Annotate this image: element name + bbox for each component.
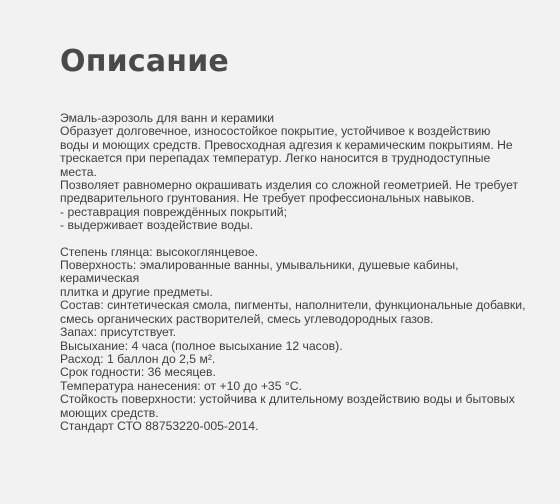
spec-line: Стандарт СТО 88753220-005-2014. (60, 418, 259, 433)
page-title: Описание (60, 44, 229, 79)
paragraph-gap (60, 233, 530, 246)
intro-line: предварительного грунтования. Не требует профессиональных навыков. (60, 191, 475, 206)
feature-bullet: - выдерживает воздействие воды. (60, 218, 253, 233)
spec-line: моющих средств. (60, 405, 159, 420)
spec-line: Запах: присутствует. (60, 325, 177, 340)
feature-bullet: - реставрация повреждённых покрытий; (60, 204, 287, 219)
spec-line: Расход: 1 баллон до 2,5 м². (60, 351, 216, 366)
spec-line: Стойкость поверхности: устойчива к длительному воздействию воды и бытовых (60, 392, 515, 407)
spec-line: Степень глянца: высокоглянцевое. (60, 244, 259, 259)
spec-line: Высыхание: 4 часа (полное высыхание 12 часов). (60, 338, 343, 353)
spec-line: Поверхность: эмалированные ванны, умывальники, душевые кабины, керамическая (60, 258, 459, 286)
intro-line: воды и моющих средств. Превосходная адгезия к керамическим покрытиям. Не (60, 137, 513, 152)
spec-line: смесь органических растворителей, смесь углеводородных газов. (60, 311, 434, 326)
spec-line: плитка и другие предметы. (60, 284, 213, 299)
spec-line: Температура нанесения: от +10 до +35 °С. (60, 378, 302, 393)
description-body (60, 112, 530, 433)
intro-line: трескается при перепадах температур. Легко наносится в труднодоступные места. (60, 151, 491, 179)
intro-line: Позволяет равномерно окрашивать изделия со сложной геометрией. Не требует (60, 178, 519, 193)
spec-line: Состав: синтетическая смола, пигменты, наполнители, функциональные добавки, (60, 298, 526, 313)
intro-line: Образует долговечное, износостойкое покрытие, устойчивое к воздействию (60, 124, 491, 139)
intro-line: Эмаль-аэрозоль для ванн и керамики (60, 111, 275, 125)
spec-line: Срок годности: 36 месяцев. (60, 365, 216, 380)
